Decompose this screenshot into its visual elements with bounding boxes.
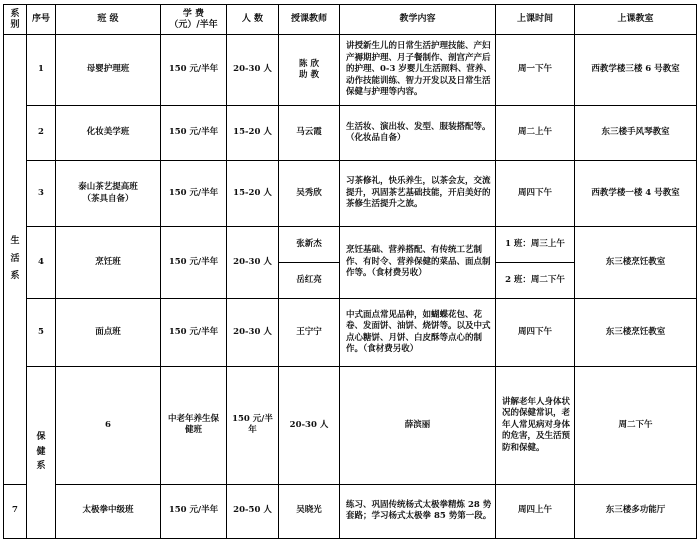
- content: 练习、巩固传统杨式太极拳精炼 28 势套路；学习杨式太极拳 85 势第一段。: [340, 484, 496, 538]
- teacher: 吴秀欣: [279, 161, 340, 227]
- content: 生活妆、演出妆、发型、服装搭配等。（化妆品自备）: [340, 106, 496, 161]
- row-no: 2: [27, 106, 56, 161]
- class-time: 2 班：周二下午: [496, 263, 575, 299]
- teacher: 薛滨丽: [340, 367, 496, 485]
- people: 15-20 人: [227, 161, 279, 227]
- people: 15-20 人: [227, 106, 279, 161]
- header-room: 上课教室: [575, 5, 697, 35]
- row-no: 6: [56, 367, 161, 485]
- header-content: 教学内容: [340, 5, 496, 35]
- teacher: 陈 欣 助 教: [279, 35, 340, 106]
- row-no: 3: [27, 161, 56, 227]
- teacher: 吴晓光: [279, 484, 340, 538]
- class-time: 周四下午: [496, 161, 575, 227]
- fee: 150 元/半年: [161, 35, 227, 106]
- content: 讲授新生儿的日常生活护理技能、产妇产褥期护理、月子餐制作、剖宫产产后的护理、0-3 岁婴儿生活照料、营养、动作技能训练、智力开发以及日常生活保健与护理等内容。: [340, 35, 496, 106]
- table-row: [4, 299, 697, 367]
- class-time: 周二下午: [575, 367, 697, 485]
- row-no: 5: [27, 299, 56, 367]
- class-time: 周四上午: [496, 484, 575, 538]
- content: 习茶修礼，快乐养生，以茶会友，交流提升，巩固茶艺基础技能，开启美好的茶修生活提升之旅。: [340, 161, 496, 227]
- row-no: 1: [27, 35, 56, 106]
- header-row: [4, 5, 697, 35]
- header-no: 序号: [27, 5, 56, 35]
- class-name: 中老年养生保健班: [161, 367, 227, 485]
- teacher: 马云霞: [279, 106, 340, 161]
- class-name: 母婴护理班: [56, 35, 161, 106]
- fee: 150 元/半年: [161, 484, 227, 538]
- people: 20-50 人: [227, 484, 279, 538]
- people: 20-30 人: [227, 35, 279, 106]
- header-teacher: 授课教师: [279, 5, 340, 35]
- classroom: 西教学楼三楼 6 号教室: [575, 35, 697, 106]
- system-health-cell: 保 健 系: [27, 367, 56, 539]
- header-time: 上课时间: [496, 5, 575, 35]
- header-fee: 学 费 （元）/半年: [161, 5, 227, 35]
- course-schedule-table: [3, 4, 697, 539]
- people: 20-30 人: [227, 227, 279, 299]
- content: 烹饪基础、营养搭配、有传统工艺制作、有时令、营养保健的菜品、面点制作等。（食材费另收）: [340, 227, 496, 299]
- fee: 150 元/半年: [161, 227, 227, 299]
- table-row: [4, 484, 697, 538]
- content: 讲解老年人身体状况的保健常识，老年人常见病对身体的危害，及生活预防和保健。: [496, 367, 575, 485]
- header-class: 班 级: [56, 5, 161, 35]
- table-row: [4, 227, 697, 263]
- teacher: 王宁宁: [279, 299, 340, 367]
- classroom: 东三楼烹饪教室: [575, 227, 697, 299]
- table-row: [4, 367, 697, 485]
- table-row: [4, 106, 697, 161]
- fee: 150 元/半年: [161, 161, 227, 227]
- table-row: [4, 161, 697, 227]
- classroom: 东三楼烹饪教室: [575, 299, 697, 367]
- class-time: 1 班：周三上午: [496, 227, 575, 263]
- class-time: 周二上午: [496, 106, 575, 161]
- table-row: [4, 35, 697, 106]
- classroom: 东三楼手风琴教室: [575, 106, 697, 161]
- class-name: 泰山茶艺提高班 （茶具自备）: [56, 161, 161, 227]
- fee: 150 元/半年: [161, 299, 227, 367]
- class-name: 太极拳中级班: [56, 484, 161, 538]
- header-people: 人 数: [227, 5, 279, 35]
- teacher: 张新杰: [279, 227, 340, 263]
- content: 中式面点常见品种，如蝴蝶花包、花卷、发面饼、油饼、烧饼等。以及中式点心糖饼、月饼、白皮酥等点心的制作。（食材费另收）: [340, 299, 496, 367]
- class-name: 化妆美学班: [56, 106, 161, 161]
- people: 20-30 人: [227, 299, 279, 367]
- teacher: 岳红亮: [279, 263, 340, 299]
- row-no: 4: [27, 227, 56, 299]
- classroom: 东三楼多功能厅: [575, 484, 697, 538]
- people: 20-30 人: [279, 367, 340, 485]
- classroom: 西教学楼一楼 4 号教室: [575, 161, 697, 227]
- fee: 150 元/半年: [227, 367, 279, 485]
- system-life-cell: 生 活 系: [4, 35, 27, 485]
- class-name: 面点班: [56, 299, 161, 367]
- class-name: 烹饪班: [56, 227, 161, 299]
- class-time: 周一下午: [496, 35, 575, 106]
- row-no: 7: [4, 484, 27, 538]
- fee: 150 元/半年: [161, 106, 227, 161]
- class-time: 周四下午: [496, 299, 575, 367]
- header-system: 系 别: [4, 5, 27, 35]
